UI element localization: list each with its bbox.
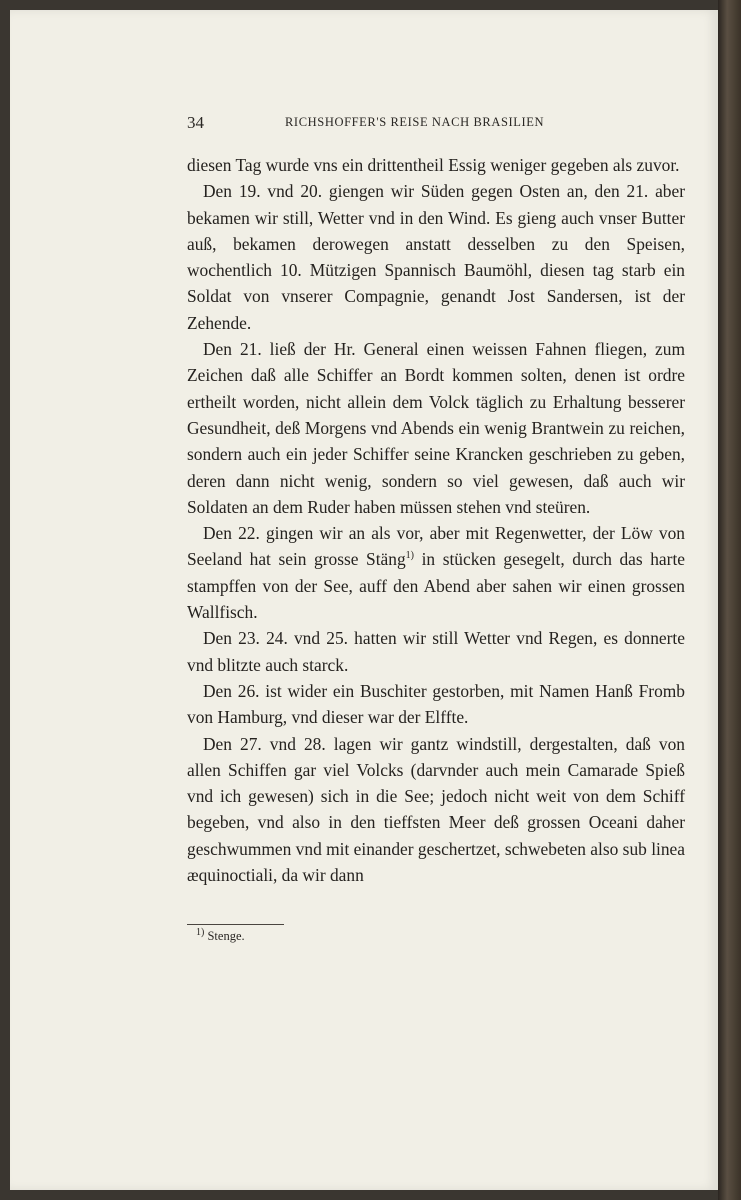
running-title: RICHSHOFFER'S REISE NACH BRASILIEN <box>285 115 545 129</box>
paragraph-3: Den 21. ließ der Hr. General einen weissen Fahnen fliegen, zum Zeichen daß alle Schiffer an Bordt kommen solten, denen ist ordre ertheilt worden, nicht allein dem Volck täglich zu Erhaltung besserer Gesundheit, deß Morgens vnd Abends ein wenig Brantwein zu reichen, sondern auch ein jeder Schiffer seine Krancken geschrieben zu geben, deren dann nicht wenig, sondern so viel gewesen, daß auch wir Soldaten an dem Ruder haben müssen stehen vnd steüren. <box>187 339 685 517</box>
footnote-text: Stenge. <box>207 929 245 943</box>
paragraph-4-text-before: Den 22. gingen wir an als vor, aber mit Regenwetter, der Löw von Seeland hat sein grosse Stäng <box>187 523 685 570</box>
paragraph-4-text-after: in stücken gesegelt, durch das harte stampffen von der See, auff den Abend aber sahen wir einen grossen Wallfisch. <box>187 549 685 623</box>
book-spine-edge <box>718 0 741 1200</box>
paragraph-4 <box>187 520 685 625</box>
footnote <box>196 926 245 944</box>
footnote-marker: 1) <box>196 926 205 938</box>
footnote-divider <box>187 924 284 925</box>
paragraph-5: Den 23. 24. vnd 25. hatten wir still Wetter vnd Regen, es donnerte vnd blitzte auch starck. <box>187 628 685 675</box>
paragraph-7: Den 27. vnd 28. lagen wir gantz windstill, dergestalten, daß von allen Schiffen gar viel Volcks (darvnder auch mein Camarade Spieß vnd ich gewesen) sich in die See; jedoch nicht weit von dem Schiff begeben, vnd also in den tieffsten Meer deß grossen Oceani daher geschwummen vnd mit einander geschertzet, schwebeten also sub linea æquinoctiali, da wir dann <box>187 733 685 886</box>
footnote-reference: 1) <box>405 550 415 562</box>
body-text <box>187 152 685 888</box>
paragraph-1: diesen Tag wurde vns ein drittentheil Essig weniger gegeben als zuvor. <box>187 155 680 175</box>
paragraph-6: Den 26. ist wider ein Buschiter gestorben, mit Namen Hanß Fromb von Hamburg, vnd dieser war der Elffte. <box>187 680 685 728</box>
paragraph-2: Den 19. vnd 20. giengen wir Süden gegen Osten an, den 21. aber bekamen wir still, Wetter vnd in den Wind. Es gieng auch vnser Butter auß, bekamen derowegen anstatt desselben zu den Speisen, wochentlich 10. Mützigen Spannisch Baumöhl, diesen tag starb ein Soldat von vnserer Compagnie, genandt Jost Sandersen, ist der Zehende. <box>187 181 685 333</box>
page-header <box>187 113 685 135</box>
page-number: 34 <box>187 113 204 132</box>
